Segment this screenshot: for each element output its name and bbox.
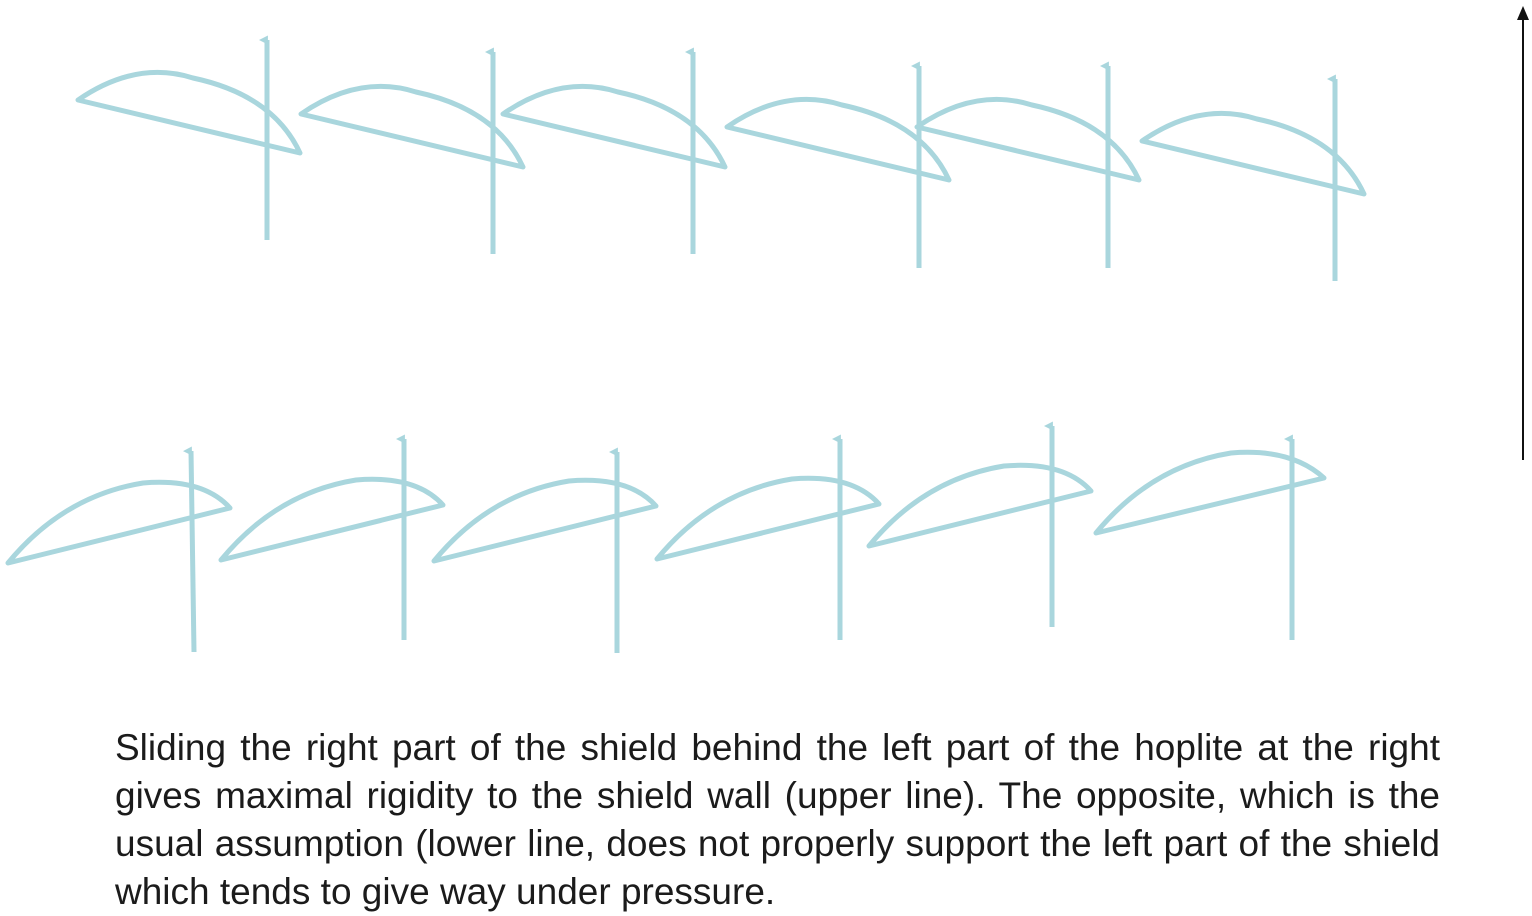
upper-shield-line — [78, 40, 1364, 281]
upper-hoplite — [1142, 79, 1364, 281]
shield-shape — [727, 99, 949, 180]
lower-shield-line — [8, 426, 1324, 653]
lower-hoplite — [1096, 439, 1324, 640]
lower-hoplite — [434, 452, 656, 653]
upper-hoplite — [727, 66, 949, 268]
lower-hoplite — [657, 439, 879, 640]
shield-shape — [434, 480, 656, 561]
pressure-arrow-head — [1517, 6, 1529, 20]
upper-hoplite — [78, 40, 300, 240]
lower-hoplite — [869, 426, 1091, 627]
lower-hoplite — [221, 439, 443, 640]
pressure-arrow — [1517, 6, 1529, 460]
shield-shape — [657, 478, 879, 559]
shield-shape — [221, 479, 443, 560]
lower-hoplite — [8, 451, 230, 652]
shield-shape — [1142, 113, 1364, 194]
shield-shape — [8, 482, 230, 563]
shield-shape — [301, 86, 523, 167]
upper-hoplite — [301, 52, 523, 254]
diagram-caption: Sliding the right part of the shield behind the left part of the hoplite at the right gives maximal rigidity to the shield wall (upper line). The opposite, which is the usual assumption (lower line, does not properly support the left part of the shield which tends to give way under pressure. — [115, 727, 1440, 912]
upper-hoplite — [917, 66, 1139, 268]
upper-hoplite — [503, 52, 725, 254]
shield-shape — [869, 465, 1091, 546]
spear-arrow — [191, 451, 194, 652]
